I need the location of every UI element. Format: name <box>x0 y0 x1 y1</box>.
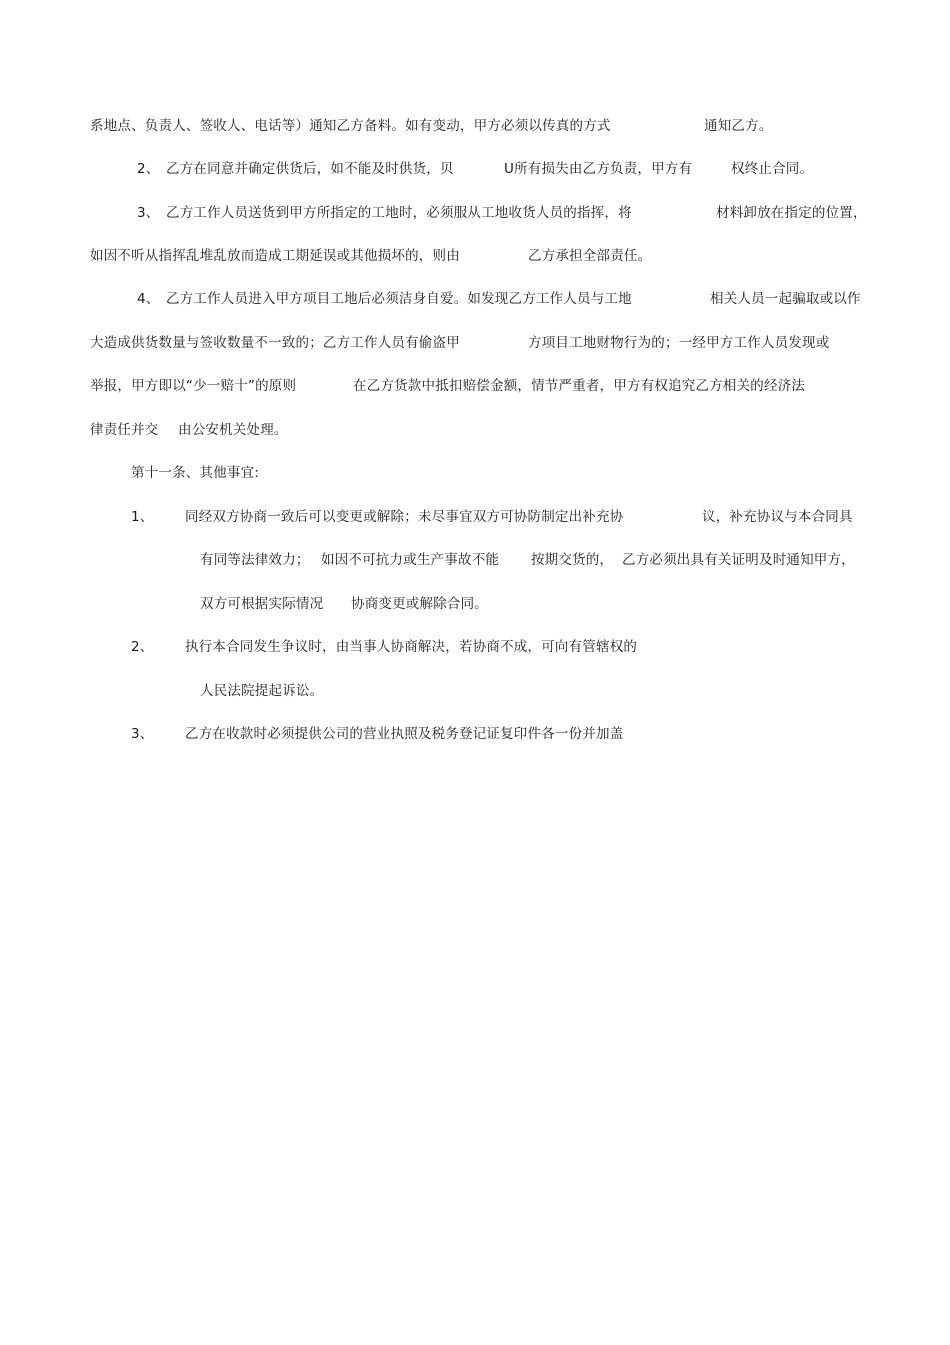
doc-text: 权终止合同。 <box>731 161 814 177</box>
doc-text: 由公安机关处理。 <box>178 422 288 438</box>
doc-text: 如因不可抗力或生产事故不能 <box>321 552 500 568</box>
doc-text: 乙方在同意并确定供货后，如不能及时供货，贝 <box>166 161 454 177</box>
list-number: 2、 <box>131 639 154 655</box>
doc-text: 乙方必须出具有关证明及时通知甲方， <box>622 552 855 568</box>
doc-text: 乙方在收款时必须提供公司的营业执照及税务登记证复印件各一份并加盖 <box>185 726 624 742</box>
doc-text: 材料卸放在指定的位置， <box>716 205 867 221</box>
doc-text: 有同等法律效力； <box>200 552 310 568</box>
list-number: 4、 <box>137 291 160 307</box>
doc-text: 双方可根据实际情况 <box>200 596 324 612</box>
list-number: 3、 <box>137 205 160 221</box>
doc-text: 律责任并交 <box>90 422 159 438</box>
doc-text: 执行本合同发生争议时，由当事人协商解决，若协商不成，可向有管辖权的 <box>185 639 638 655</box>
doc-text: 举报，甲方即以“少一赔十”的原则 <box>90 378 297 394</box>
list-number: 3、 <box>131 726 154 742</box>
doc-text: 相关人员一起骗取或以作 <box>710 291 861 307</box>
list-number: 2、 <box>137 161 160 177</box>
doc-text: 大造成供货数量与签收数量不一致的；乙方工作人员有偷盗甲 <box>90 335 460 351</box>
doc-text: 乙方工作人员进入甲方项目工地后必须洁身自爱。如发现乙方工作人员与工地 <box>166 291 632 307</box>
doc-text: 协商变更或解除合同。 <box>351 596 488 612</box>
list-number: 1、 <box>131 509 154 525</box>
doc-text: 同经双方协商一致后可以变更或解除；未尽事宜双方可协防制定出补充协 <box>185 509 624 525</box>
doc-text: 如因不听从指挥乱堆乱放而造成工期延误或其他损坏的，则由 <box>90 248 460 264</box>
section-heading: 第十一条、其他事宜: <box>131 465 260 481</box>
doc-text: 通知乙方。 <box>704 118 773 134</box>
doc-text: 方项目工地财物行为的；一经甲方工作人员发现或 <box>528 335 830 351</box>
doc-text: 系地点、负责人、签收人、电话等）通知乙方备料。如有变动，甲方必须以传真的方式 <box>90 118 611 134</box>
doc-text: 乙方工作人员送货到甲方所指定的工地时，必须服从工地收货人员的指挥，将 <box>166 205 632 221</box>
doc-text: 乙方承担全部责任。 <box>528 248 652 264</box>
doc-text: U所有损失由乙方负责，甲方有 <box>504 161 693 177</box>
doc-text: 议，补充协议与本合同具 <box>702 509 853 525</box>
doc-text: 按期交货的， <box>531 552 614 568</box>
doc-text: 人民法院提起诉讼。 <box>200 683 324 699</box>
doc-text: 在乙方货款中抵扣赔偿金额，情节严重者，甲方有权追究乙方相关的经济法 <box>353 378 806 394</box>
